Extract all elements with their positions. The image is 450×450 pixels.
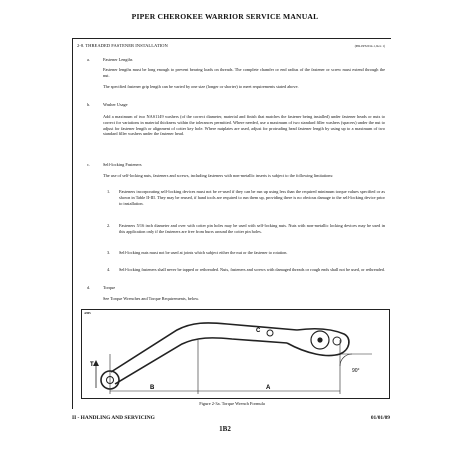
item-d-title: Torque	[103, 285, 116, 290]
section-heading: 2-8. THREADED FASTENER INSTALLATION	[77, 43, 168, 48]
item-d-marker: d.	[87, 285, 91, 290]
drive-center	[317, 337, 322, 342]
item-c-title: Self-locking Fasteners	[103, 162, 142, 167]
label-c: C	[256, 328, 261, 334]
item-c-intro: The use of self-locking nuts, fasteners and screws, including fasteners with non-metallic inserts is subject to the following limitations:	[103, 173, 334, 178]
item-b-title: Washer Usage	[103, 102, 128, 107]
list-item-number: 3.	[107, 250, 111, 255]
list-item-number: 4.	[107, 267, 111, 272]
footer-chapter: II - HANDLING AND SERVICING	[72, 415, 155, 421]
list-item-text: Fasteners 5/16 inch diameter and over with cotter pin holes may be used with self-locking nuts. Nuts with non-metallic locking devices may be used in this application only if the fasteners are free from burrs around the cotter pin holes.	[119, 223, 385, 234]
item-b-marker: b.	[87, 102, 91, 107]
list-item-text: Fasteners incorporating self-locking devices must not be re-used if they can be run up using less than the required minimum torque values specified or as shown in Table II-III. They may be reused, if hand tools are required to run them up, providing there is no obvious damage to the self-locking device prior to installation.	[119, 189, 385, 206]
item-d-text: See Torque Wrenches and Torque Requirements, below.	[103, 296, 200, 301]
adapter-head	[287, 329, 349, 356]
torque-wrench-diagram	[82, 310, 389, 398]
list-item-text: Self-locking fasteners shall never be tapped or rethreaded. Nuts, fasteners and screws with damaged threads or rough ends shall not be used, or rethreaded.	[119, 267, 385, 272]
label-a: A	[266, 385, 271, 391]
label-b: B	[150, 385, 155, 391]
item-a-paragraph-2: The specified fastener grip length can be varied by one size (longer or shorter) to meet requirements stated above.	[103, 84, 299, 89]
item-a-marker: a.	[87, 57, 90, 62]
force-arrow-head	[93, 360, 99, 366]
list-item-number: 1.	[107, 189, 111, 194]
torque-wrench-figure	[81, 309, 390, 399]
item-a-paragraph-1: Fastener lengths must be long enough to prevent bearing loads on threads. The complete chamfer or end radius of the fastener or screw must extend through the nut.	[103, 67, 385, 78]
item-b-paragraph: Add a maximum of two NAS1149 washers (of the correct diameter, material and finish that matches the fastener being installed) under fastener heads or nuts to correct for variations in material thickness within the tolerances permitted. Where needed, use a maximum of two standard filler washers (spacers) under the nut to adjust for fastener length or alignment of cotter key hole. Where nutplates are used, adjust for protruding head fastener length by using up to a maximum of two standard filler washers under the fastener head.	[103, 114, 385, 137]
list-item-text: Self-locking nuts must not be used at joints which subject either the nut or the fastener to rotation.	[119, 250, 288, 255]
figure-tag: A905	[84, 311, 91, 315]
list-item-number: 2.	[107, 223, 111, 228]
figure-caption: Figure 2-3a. Torque Wrench Formula	[199, 401, 265, 406]
manual-title: PIPER CHEROKEE WARRIOR SERVICE MANUAL	[131, 12, 319, 21]
label-t: T	[90, 362, 94, 368]
label-angle: 90°	[352, 368, 360, 374]
item-c-marker: c.	[87, 162, 90, 167]
pivot-point	[267, 330, 273, 336]
footer-date: 01/01/09	[370, 415, 390, 421]
item-a-title: Fastener Lengths	[103, 57, 133, 62]
wrench-lower-edge	[115, 338, 287, 384]
page-number: 1B2	[219, 425, 231, 433]
content-frame	[72, 38, 391, 409]
angle-arc	[340, 354, 352, 366]
section-reference: (PIR-PPS2014-1, Rev. 1)	[354, 44, 385, 48]
